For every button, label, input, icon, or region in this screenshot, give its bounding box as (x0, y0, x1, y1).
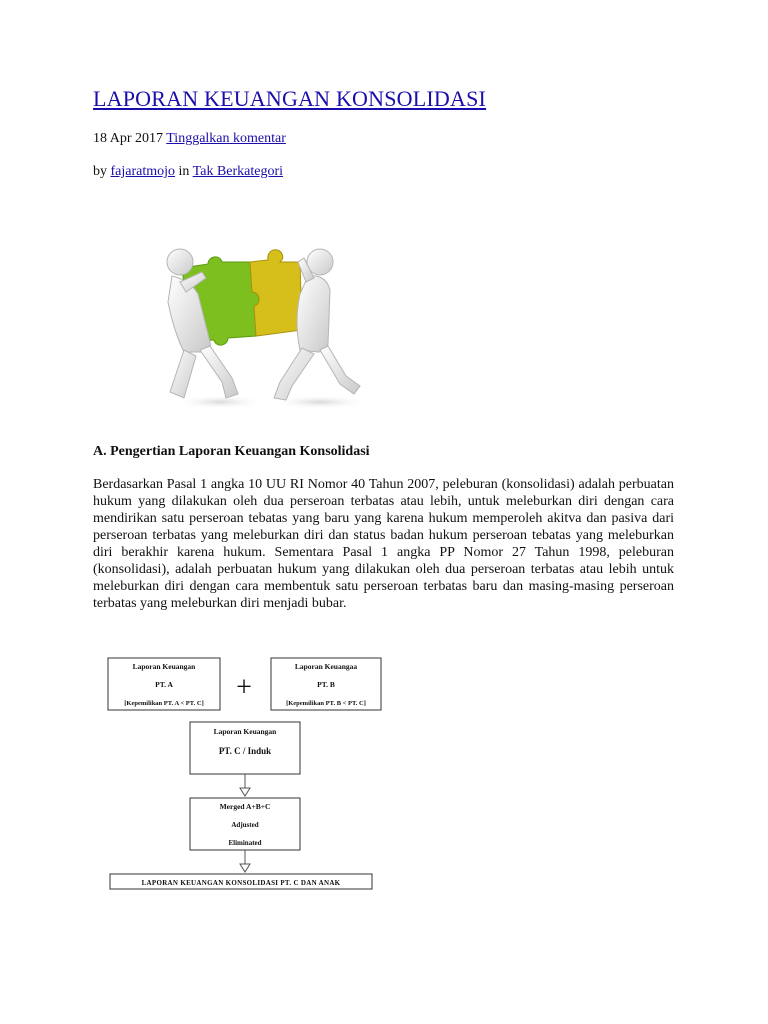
plus-sign: + (236, 672, 252, 703)
box-pt-a-line3: [Kepemilikan PT. A < PT. C] (124, 700, 204, 707)
consolidation-diagram (106, 652, 386, 892)
body-paragraph: Berdasarkan Pasal 1 angka 10 UU RI Nomor 40 Tahun 2007, peleburan (konsolidasi) adalah perbuatan hukum yang dilakukan oleh dua perseroan terbatas atau lebih, untuk meleburkan diri dengan cara mendirikan satu perseroan tebatas yang baru yang karena hukum memperoleh akitva dan pasiva dari perseroan terbatas yang meleburkan diri dan status badan hukum perseroan tebatas yang meleburkan diri berakhir karena hukum. Sementara Pasal 1 angka PP Nomor 27 Tahun 1998, peleburan (konsolidasi), adalah perbuatan hukum yang dilakukan oleh dua perseroan terbatas atau lebih untuk meleburkan diri dengan cara membentuk satu perseroan terbatas baru dan masing-masing perseroan terbatas yang meleburkan diri menjadi bubar. (93, 477, 674, 611)
box-pt-c-line2: PT. C / Induk (218, 746, 272, 756)
post-meta-author-row (93, 164, 283, 180)
post-meta-date-row (93, 131, 286, 147)
box-final-label: LAPORAN KEUANGAN KONSOLIDASI PT. C DAN ANAK (141, 879, 341, 887)
box-pt-a-line1: Laporan Keuangan (132, 662, 196, 671)
post-title[interactable]: LAPORAN KEUANGAN KONSOLIDASI (93, 86, 487, 111)
box-merged-line3: Eliminated (228, 839, 262, 847)
box-pt-b-line3: [Kepemilikan PT. B < PT. C] (286, 700, 366, 707)
box-merged-line1: Merged A+B+C (219, 802, 271, 811)
box-pt-b-line1: Laporan Keuangaa (294, 662, 358, 671)
arrow-head-1 (240, 788, 250, 796)
box-pt-b-line2: PT. B (317, 680, 335, 689)
puzzle-figures-icon (150, 232, 390, 412)
author-link[interactable]: fajaratmojo (110, 164, 176, 179)
in-label: in (178, 164, 190, 179)
left-figure-shadow (175, 395, 265, 409)
by-label: by (93, 164, 107, 179)
yellow-puzzle-piece (250, 250, 302, 336)
post-date: 18 Apr 2017 (93, 131, 163, 146)
box-pt-c-line1: Laporan Keuangan (213, 727, 277, 736)
box-merged-line2: Adjusted (231, 821, 259, 829)
box-pt-a-line2: PT. A (155, 680, 173, 689)
arrow-head-2 (240, 864, 250, 872)
comment-link[interactable]: Tinggalkan komentar (166, 131, 286, 146)
category-link[interactable]: Tak Berkategori (192, 164, 284, 179)
section-heading: A. Pengertian Laporan Keuangan Konsolidasi (93, 444, 370, 459)
